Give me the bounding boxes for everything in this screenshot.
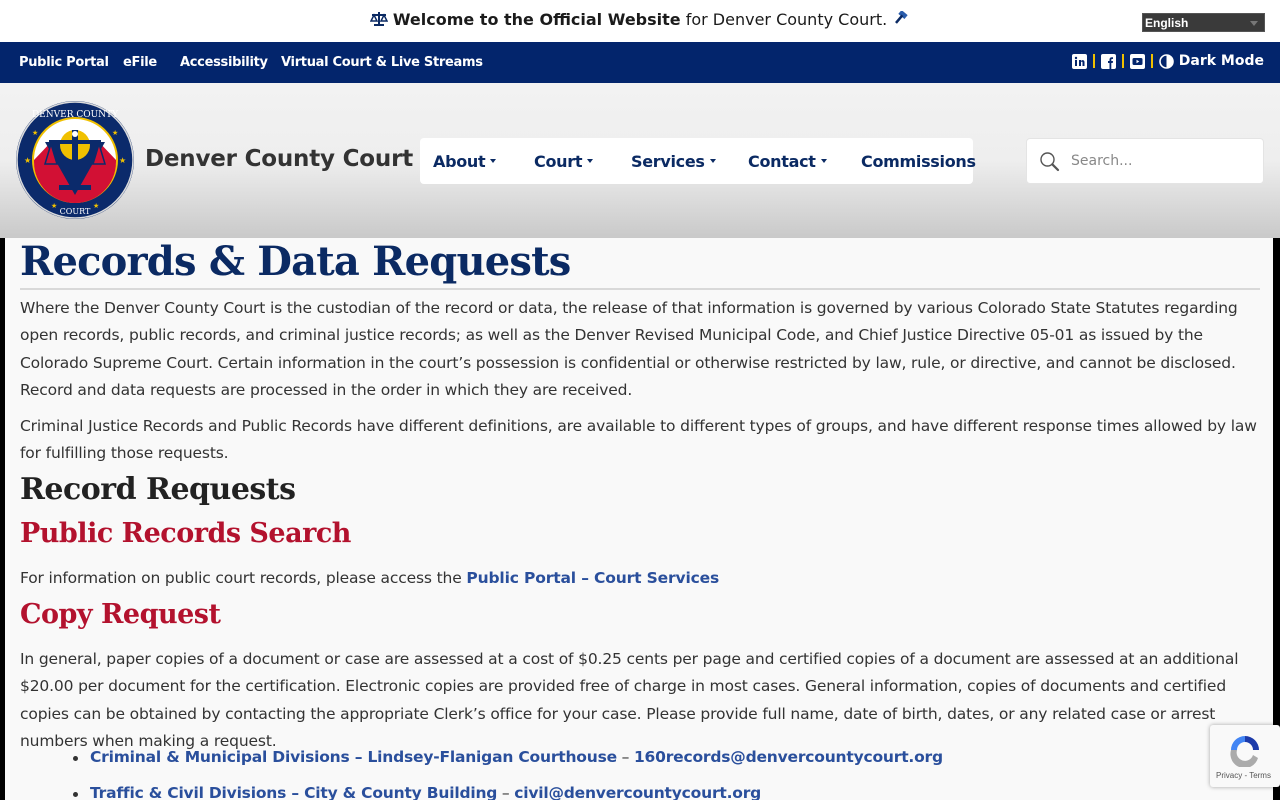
dark-mode-label: Dark Mode	[1178, 53, 1264, 69]
nav-services-label: Services	[631, 152, 705, 171]
caret-down-icon	[710, 159, 716, 163]
gavel-icon	[892, 11, 910, 27]
nav-commissions[interactable]	[861, 152, 976, 171]
criminal-municipal-link[interactable]: Criminal & Municipal Divisions – Lindsey-Flanigan Courthouse	[90, 748, 617, 766]
nav-about[interactable]	[433, 152, 496, 171]
welcome-message	[0, 10, 1280, 29]
heading-public-records-search: Public Records Search	[20, 518, 351, 549]
facebook-icon[interactable]	[1101, 54, 1116, 69]
svg-text:★: ★	[93, 202, 100, 210]
nav-public-portal[interactable]: Public Portal	[19, 55, 109, 70]
svg-text:★: ★	[119, 156, 127, 165]
contrast-icon	[1159, 54, 1174, 69]
nav-accessibility[interactable]: Accessibility	[180, 55, 268, 70]
intro-paragraph-1: Where the Denver County Court is the custodian of the record or data, the release of that information is governed by various Colorado State Statutes regarding open records, public records, and criminal justice records; as well as the Denver Revised Municipal Code, and Chief Justice Directive 05-01 as issued by the Colorado Supreme Court. Certain information in the court’s possession is confidential or otherwise restricted by law, rule, or directive, and cannot be disclosed. Record and data requests are processed in the order in which they are received.	[20, 299, 1238, 399]
nav-services[interactable]	[631, 152, 716, 171]
language-select-value: English	[1145, 16, 1189, 30]
public-records-text-body: For information on public court records, please access the	[20, 569, 467, 587]
search-input[interactable]	[1071, 149, 1251, 173]
nav-efile[interactable]: eFile	[123, 55, 157, 70]
welcome-bar	[0, 0, 1280, 42]
divider	[1093, 54, 1095, 68]
svg-text:★: ★	[112, 129, 119, 137]
nav-contact-label: Contact	[748, 152, 816, 171]
recaptcha-badge[interactable]	[1210, 725, 1280, 787]
search-icon[interactable]	[1039, 151, 1061, 173]
main-content	[5, 238, 1273, 800]
court-seal-logo[interactable]	[15, 100, 135, 220]
chevron-down-icon	[1250, 21, 1258, 26]
linkedin-icon[interactable]	[1072, 54, 1087, 69]
list-item	[90, 748, 943, 784]
title-divider	[20, 288, 1260, 290]
nav-court-label: Court	[534, 152, 583, 171]
scales-icon	[370, 11, 388, 27]
nav-virtual-court[interactable]: Virtual Court & Live Streams	[281, 55, 483, 70]
intro-paragraph-2: Criminal Justice Records and Public Records have different definitions, are available to different types of groups, and have different response times allowed by law for fulfilling those requests.	[20, 417, 1257, 463]
svg-text:★: ★	[24, 156, 32, 165]
recaptcha-links[interactable]: Privacy - Terms	[1216, 771, 1271, 780]
traffic-civil-link[interactable]: Traffic & Civil Divisions – City & County Building	[90, 784, 498, 800]
nav-contact[interactable]	[748, 152, 827, 171]
nav-court[interactable]	[534, 152, 593, 171]
page-title: Records & Data Requests	[20, 238, 571, 285]
clerk-contacts-list	[90, 748, 943, 800]
welcome-bold: Welcome to the Official Website	[392, 10, 681, 29]
svg-text:★: ★	[51, 202, 58, 210]
separator: –	[497, 784, 515, 800]
separator: –	[616, 748, 634, 766]
divider	[1122, 54, 1124, 68]
divider	[1151, 54, 1153, 68]
main-nav	[420, 138, 976, 184]
recaptcha-icon	[1228, 733, 1262, 767]
public-records-text	[20, 565, 1260, 592]
social-links	[1072, 53, 1264, 69]
caret-down-icon	[490, 159, 496, 163]
svg-text:★: ★	[32, 129, 39, 137]
search-box	[1026, 138, 1264, 184]
list-item	[90, 784, 943, 800]
criminal-records-email[interactable]: 160records@denvercountycourt.org	[633, 748, 943, 766]
caret-down-icon	[821, 159, 827, 163]
civil-email[interactable]: civil@denvercountycourt.org	[514, 784, 762, 800]
heading-copy-request: Copy Request	[20, 599, 221, 630]
language-select[interactable]	[1142, 13, 1265, 32]
caret-down-icon	[587, 159, 593, 163]
nav-commissions-label: Commissions	[861, 152, 976, 171]
svg-text:DENVER COUNTY: DENVER COUNTY	[31, 110, 119, 120]
youtube-icon[interactable]	[1130, 54, 1145, 69]
site-title[interactable]: Denver County Court	[145, 146, 414, 172]
section-heading-record-requests: Record Requests	[20, 472, 296, 507]
dark-mode-toggle[interactable]	[1159, 53, 1264, 69]
copy-request-text: In general, paper copies of a document or case are assessed at a cost of $0.25 cents per page and certified copies of a document are assessed at an additional $20.00 per document for the certification. Electronic copies are provided free of charge in most cases. General information, copies of documents and certified copies can be obtained by contacting the appropriate Clerk’s office for your case. Please provide full name, date of birth, dates, or any related case or arrest numbers when making a request.	[20, 650, 1239, 750]
nav-about-label: About	[433, 152, 486, 171]
svg-text:COURT: COURT	[59, 207, 91, 216]
welcome-rest: for Denver County Court.	[680, 10, 888, 29]
public-portal-link[interactable]: Public Portal – Court Services	[466, 569, 720, 587]
utility-nav	[0, 42, 1280, 83]
site-header	[0, 83, 1280, 238]
